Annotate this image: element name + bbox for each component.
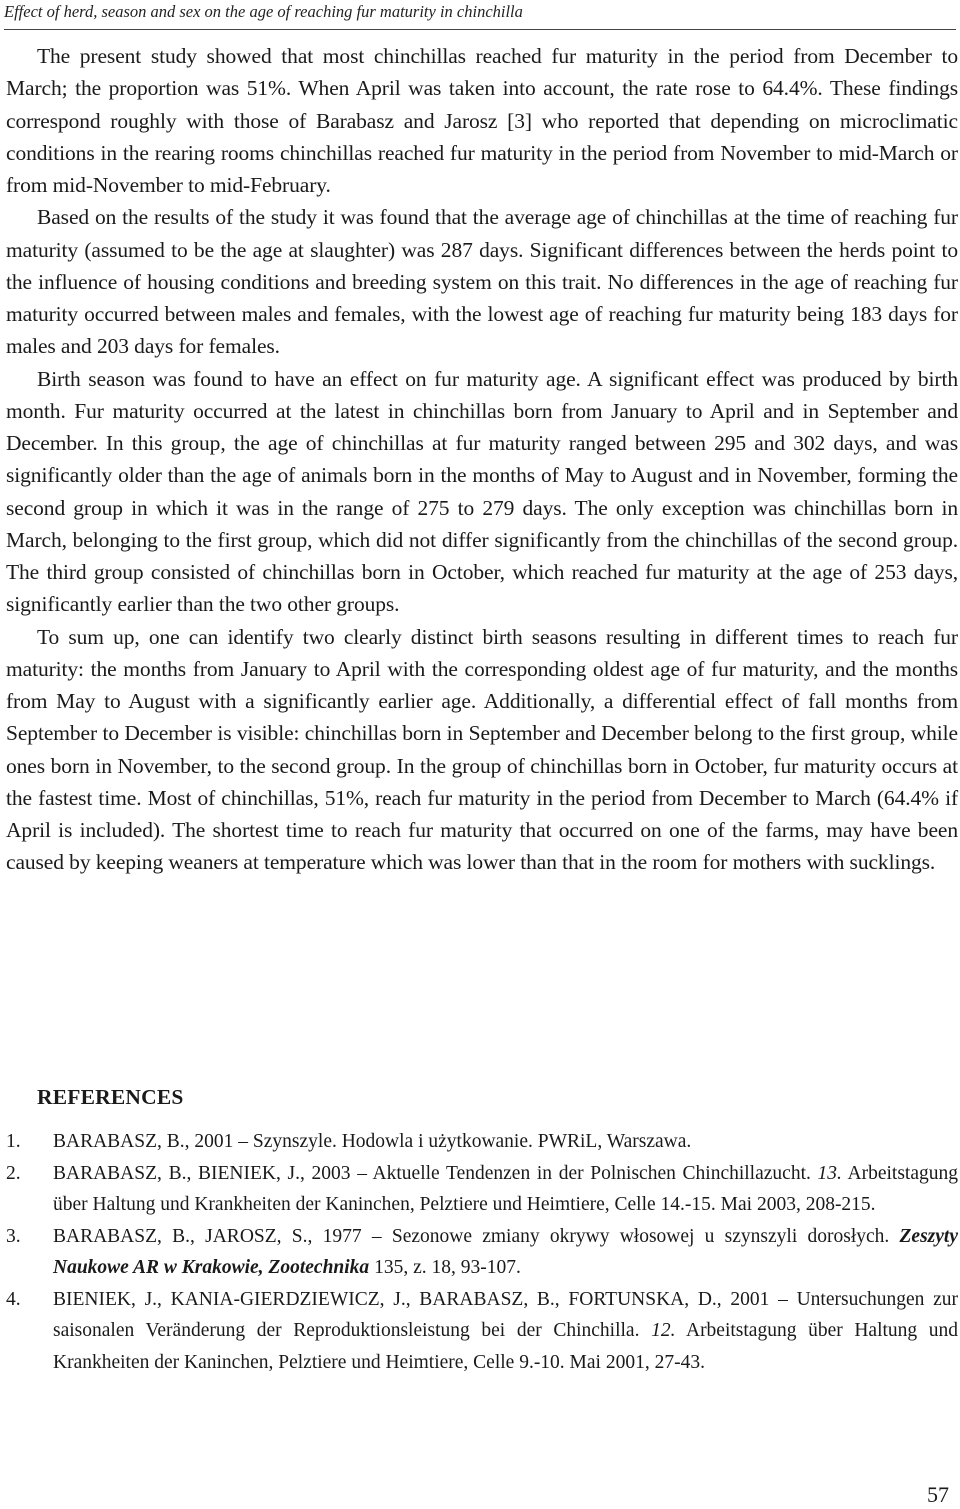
reference-segment: 135, z. 18, 93-107. xyxy=(369,1257,521,1278)
references-heading: REFERENCES xyxy=(37,1085,184,1109)
reference-segment: Arbeitstagung über Haltung und Krankheiten der Kaninchen, Pelztiere und Heimtiere, Celle 14.-15. Mai 2003, 208-215. xyxy=(53,1162,958,1215)
reference-volume: 12. xyxy=(651,1320,676,1341)
reference-segment: Arbeitstagung über Haltung und Krankheiten der Kaninchen, Pelztiere und Heimtiere, Celle 9.-10. Mai 2001, 27-43. xyxy=(53,1320,959,1373)
reference-segment: BIENIEK, J., KANIA-GIERDZIEWICZ, J., BARABASZ, B., FORTUNSKA, D., 2001 – Untersuchungen zur saisonalen Veränderung der Reproduktionsleistung bei der Chinchilla. xyxy=(53,1288,958,1341)
running-head: Effect of herd, season and sex on the age of reaching fur maturity in chinchilla xyxy=(4,2,523,21)
page-number: 57 xyxy=(927,1482,949,1507)
reference-item xyxy=(6,1284,958,1379)
reference-volume: 13. xyxy=(817,1162,842,1184)
reference-text xyxy=(53,1158,958,1221)
reference-number: 2. xyxy=(6,1162,21,1184)
references-list xyxy=(6,1126,958,1378)
reference-segment: BARABASZ, B., BIENIEK, J., 2003 – Aktuelle Tendenzen in der Polnischen Chinchillazucht. xyxy=(53,1162,818,1184)
reference-item xyxy=(6,1221,958,1284)
reference-segment: BARABASZ, B., JAROSZ, S., 1977 – Sezonowe zmiany okrywy włosowej u szynszyli dorosłych. xyxy=(53,1225,900,1247)
reference-number: 4. xyxy=(6,1288,21,1310)
reference-text xyxy=(53,1221,958,1284)
body-paragraph-2: Based on the results of the study it was found that the average age of chinchillas at the time of reaching fur maturity (assumed to be the age at slaughter) was 287 days. Significant differences between the herds point to the influence of housing conditions and breeding system on this trait. No differences in the age of reaching fur maturity occurred between males and females, with the lowest age of reaching fur maturity being 183 days for males and 203 days for females. xyxy=(6,205,958,359)
body-paragraph-4: To sum up, one can identify two clearly distinct birth seasons resulting in different times to reach fur maturity: the months from January to April with the corresponding oldest age of fur maturity, and the months from May to August with a significantly earlier age. Additionally, a differential effect of fall months from September to December is visible: chinchillas born in September and December belong to the first group, while ones born in November, to the second group. In the group of chinchillas born in October, fur maturity occurs at the fastest time. Most of chinchillas, 51%, reach fur maturity in the period from December to March (64.4% if April is included). The shortest time to reach fur maturity that occurred on one of the farms, may have been caused by keeping weaners at temperature which was lower than that in the room for mothers with sucklings. xyxy=(6,624,958,875)
reference-text xyxy=(53,1126,958,1158)
reference-number: 1. xyxy=(6,1131,21,1152)
reference-text xyxy=(53,1284,958,1379)
reference-segment: BARABASZ, B., 2001 – Szynszyle. Hodowla i użytkowanie. PWRiL, Warszawa. xyxy=(53,1131,692,1152)
reference-item xyxy=(6,1158,958,1221)
header-rule xyxy=(4,29,956,30)
reference-journal: Zeszyty Naukowe AR w Krakowie, Zootechnika xyxy=(53,1225,958,1278)
reference-item xyxy=(6,1126,958,1158)
body-text xyxy=(6,40,958,879)
reference-number: 3. xyxy=(6,1225,21,1247)
body-paragraph-1: The present study showed that most chinchillas reached fur maturity in the period from December to March; the proportion was 51%. When April was taken into account, the rate rose to 64.4%. These findings correspond roughly with those of Barabasz and Jarosz [3] who reported that depending on microclimatic conditions in the rearing rooms chinchillas reached fur maturity in the period from November to mid-March or from mid-November to mid-February. xyxy=(6,44,958,197)
body-paragraph-3: Birth season was found to have an effect on fur maturity age. A significant effect was produced by birth month. Fur maturity occurred at the latest in chinchillas born from January to April and in September and December. In this group, the age of chinchillas at fur maturity ranged between 295 and 302 days, and was significantly older than the age of animals born in the months of May to August and in November, forming the second group in which it was in the range of 275 to 279 days. The only exception was chinchillas born in March, belonging to the first group, which did not differ significantly from the chinchillas of the second group. The third group consisted of chinchillas born in October, which reached fur maturity at the age of 253 days, significantly earlier than the two other groups. xyxy=(6,366,958,617)
